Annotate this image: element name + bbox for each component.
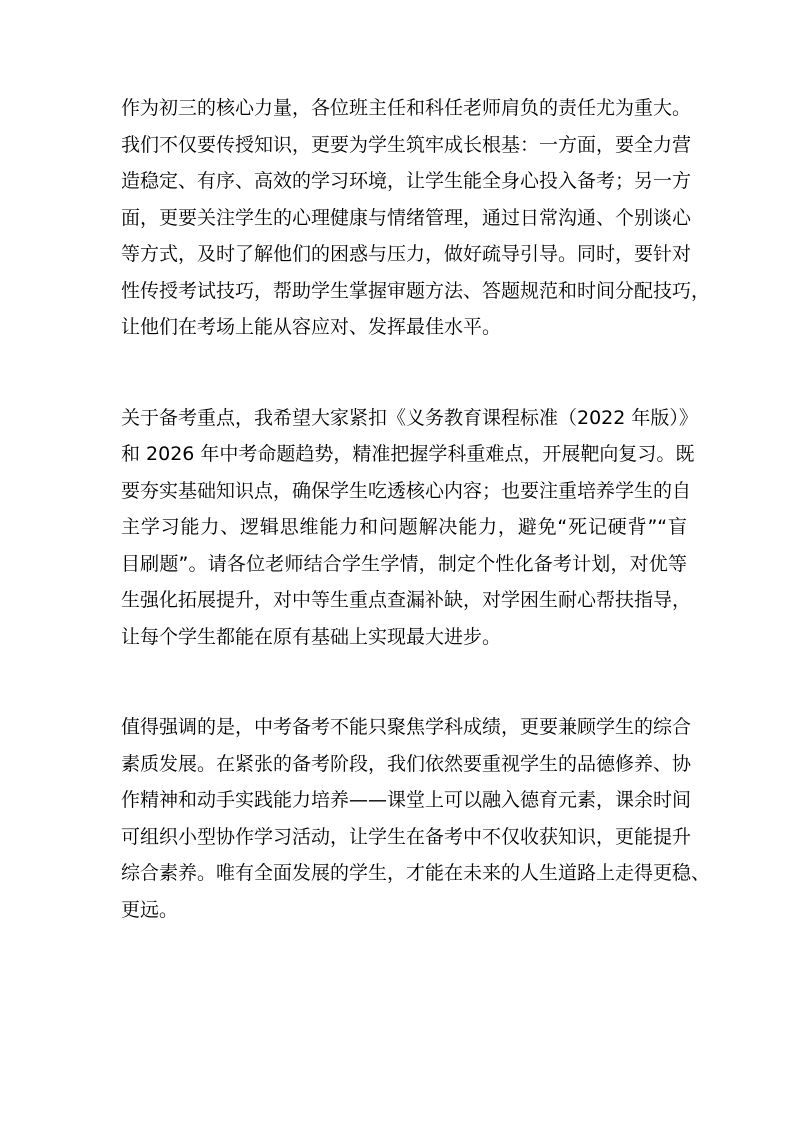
text-line: 综合素养。唯有全面发展的学生，才能在未来的人生道路上走得更稳、 <box>121 862 711 884</box>
text-line: 作为初三的核心力量，各位班主任和科任老师肩负的责任尤为重大。 <box>121 97 692 119</box>
text-line: 生强化拓展提升，对中等生重点查漏补缺，对学困生耐心帮扶指导， <box>121 589 692 611</box>
text-line: 造稳定、有序、高效的学习环境，让学生能全身心投入备考；另一方 <box>121 170 692 192</box>
paragraph-exam-focus <box>121 400 698 656</box>
text-line: 让每个学生都能在原有基础上实现最大进步。 <box>121 625 502 648</box>
text-line: 要夯实基础知识点，确保学生吃透核心内容；也要注重培养学生的自 <box>121 479 692 502</box>
text-line: 我们不仅要传授知识，更要为学生筑牢成长根基：一方面，要全力营 <box>121 133 692 156</box>
paragraph-responsibility <box>121 90 711 346</box>
text-line: 作精神和动手实践能力培养——课堂上可以融入德育元素，课余时间 <box>121 789 692 811</box>
text-line: 让他们在考场上能从容应对、发挥最佳水平。 <box>121 316 502 338</box>
document-body <box>121 90 711 928</box>
text-line: 性传授考试技巧，帮助学生掌握审题方法、答题规范和时间分配技巧， <box>121 279 711 302</box>
text-line: 值得强调的是，中考备考不能只聚焦学科成绩，更要兼顾学生的综合 <box>121 716 692 738</box>
text-line: 关于备考重点，我希望大家紧扣《义务教育课程标准（2022 年版）》 <box>121 406 698 429</box>
paragraph-spacer <box>121 346 687 400</box>
text-line: 主学习能力、逻辑思维能力和问题解决能力，避免“死记硬背”“盲 <box>121 516 687 538</box>
text-line: 素质发展。在紧张的备考阶段，我们依然要重视学生的品德修养、协 <box>121 752 692 775</box>
text-line: 面，更要关注学生的心理健康与情绪管理，通过日常沟通、个别谈心 <box>121 206 692 229</box>
text-line: 等方式，及时了解他们的困惑与压力，做好疏导引导。同时，要针对 <box>121 243 692 265</box>
text-line: 更远。 <box>121 898 179 921</box>
paragraph-spacer <box>121 655 687 709</box>
text-line: 目刷题”。请各位老师结合学生学情，制定个性化备考计划，对优等 <box>121 552 687 575</box>
paragraph-holistic-development <box>121 709 711 928</box>
text-line: 可组织小型协作学习活动，让学生在备考中不仅收获知识，更能提升 <box>121 825 692 848</box>
text-line: 和 2026 年中考命题趋势，精准把握学科重难点，开展靶向复习。既 <box>121 443 695 465</box>
